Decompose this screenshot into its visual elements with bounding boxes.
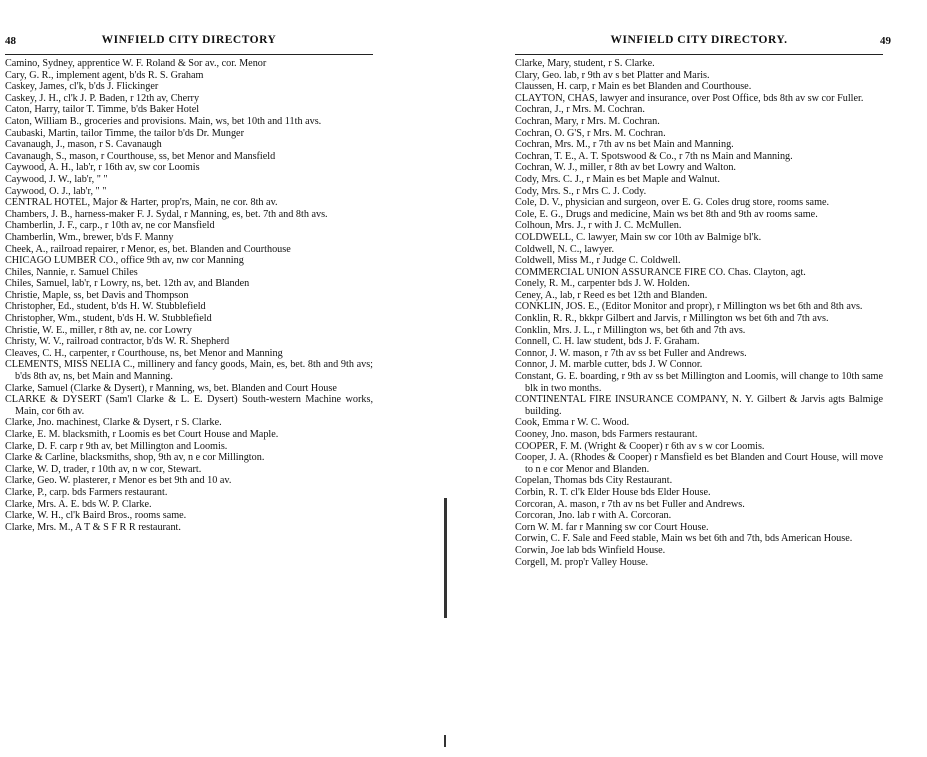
right-header-rule [515,54,883,55]
directory-entry: Ceney, A., lab, r Reed es bet 12th and Blanden. [515,289,708,301]
directory-entry: Caskey, J. H., cl'k J. P. Baden, r 12th av, Cherry [5,92,200,104]
directory-entry: Coldwell, Miss M., r Judge C. Coldwell. [515,255,681,267]
left-entry-list [5,58,373,533]
directory-entry: Colhoun, Mrs. J., r with J. C. McMullen. [515,220,682,232]
directory-entry: Cooper, J. A. (Rhodes & Cooper) r Mansfield es bet Blanden and Court House, will move to n e cor Menor and Blanden. [515,452,883,475]
directory-entry: Corwin, Joe lab bds Winfield House. [515,544,666,556]
directory-entry: Cochran, Mary, r Mrs. M. Cochran. [515,115,660,127]
directory-entry: Cody, Mrs. C. J., r Main es bet Maple and Walnut. [515,173,720,185]
gutter-mark [444,498,447,618]
directory-entry: Cole, D. V., physician and surgeon, over E. G. Coles drug store, rooms same. [515,197,830,209]
directory-entry: Connor, J. W. mason, r 7th av ss bet Fuller and Andrews. [515,347,747,359]
directory-entry: Clarke, D. F. carp r 9th av, bet Millington and Loomis. [5,440,228,452]
directory-entry: Chiles, Nannie, r. Samuel Chiles [5,266,138,278]
directory-entry: Clary, Geo. lab, r 9th av s bet Platter and Maris. [515,69,710,81]
directory-entry: Connor, J. M. marble cutter, bds J. W Connor. [515,359,703,371]
directory-entry: Corbin, R. T. cl'k Elder House bds Elder House. [515,486,711,498]
left-header-rule [5,54,373,55]
directory-entry: CLAYTON, CHAS, lawyer and insurance, over Post Office, bds 8th av sw cor Fuller. [515,92,864,104]
directory-entry: Christie, W. E., miller, r 8th av, ne. cor Lowry [5,324,192,336]
directory-entry: Caskey, James, cl'k, b'ds J. Flickinger [5,81,159,93]
directory-entry: Chiles, Samuel, lab'r, r Lowry, ns, bet. 12th av, and Blanden [5,278,250,290]
directory-entry: Claussen, H. carp, r Main es bet Blanden and Courthouse. [515,81,752,93]
directory-entry: Cook, Emma r W. C. Wood. [515,417,630,429]
directory-entry: Copelan, Thomas bds City Restaurant. [515,475,673,487]
directory-entry: Clarke, W. D, trader, r 10th av, n w cor, Stewart. [5,463,202,475]
directory-entry: Cavanaugh, S., mason, r Courthouse, ss, bet Menor and Mansfield [5,150,276,162]
right-page-header [515,30,891,52]
directory-entry: Corwin, C. F. Sale and Feed stable, Main ws bet 6th and 7th, bds American House. [515,533,853,545]
directory-entry: Clarke & Carline, blacksmiths, shop, 9th av, n e cor Millington. [5,452,265,464]
directory-entry: Clarke, Jno. machinest, Clarke & Dysert, r S. Clarke. [5,417,222,429]
left-running-head: WINFIELD CITY DIRECTORY [101,34,277,46]
gutter-mark-small [444,735,446,747]
left-page [5,30,373,533]
directory-entry: Clarke, E. M. blacksmith, r Loomis es bet Court House and Maple. [5,429,279,440]
directory-entry: Camino, Sydney, apprentice W. F. Roland & Sor av., cor. Menor [5,58,267,69]
directory-entry: CENTRAL HOTEL, Major & Harter, prop'rs, Main, ne cor. 8th av. [5,197,278,209]
directory-entry: CLEMENTS, MISS NELIA C., millinery and fancy goods, Main, es, bet. 8th and 9th avs; b'ds 8th av, ns, bet Main and Manning. [5,359,373,383]
directory-entry: Conklin, Mrs. J. L., r Millington ws, bet 6th and 7th avs. [515,324,746,336]
directory-entry: Cary, G. R., implement agent, b'ds R. S. Graham [5,69,204,81]
directory-entry: Cochran, W. J., miller, r 8th av bet Lowry and Walton. [515,162,736,174]
directory-entry: Caton, Harry, tailor T. Timme, b'ds Baker Hotel [5,104,200,116]
left-page-header [5,30,373,52]
directory-entry: Cochran, Mrs. M., r 7th av ns bet Main and Manning. [515,139,734,151]
directory-entry: COOPER, F. M. (Wright & Cooper) r 6th av s w cor Loomis. [515,440,765,452]
directory-entry: Clarke, W. H., cl'k Baird Bros., rooms same. [5,510,187,522]
directory-entry: Constant, G. E. boarding, r 9th av ss bet Millington and Loomis, will change to 10th same blk in two months. [515,371,883,394]
directory-entry: Cheek, A., railroad repairer, r Menor, es, bet. Blanden and Courthouse [5,243,291,255]
directory-entry: Caywood, J. W., lab'r, " " [5,173,108,185]
directory-entry: Conklin, R. R., bkkpr Gilbert and Jarvis, r Millington ws bet 6th and 7th avs. [515,313,829,325]
directory-entry: Cavanaugh, J., mason, r S. Cavanaugh [5,139,162,151]
right-page-number: 49 [880,35,891,47]
directory-entry: Corgell, M. prop'r Valley House. [515,556,649,568]
right-running-head: WINFIELD CITY DIRECTORY. [610,34,788,46]
directory-entry: Clarke, Mary, student, r S. Clarke. [515,58,655,69]
right-page [515,30,891,568]
directory-entry: Christy, W. V., railroad contractor, b'ds W. R. Shepherd [5,336,230,348]
directory-entry: Coldwell, N. C., lawyer. [515,243,615,255]
directory-entry: Cochran, T. E., A. T. Spotswood & Co., r 7th ns Main and Manning. [515,150,793,162]
directory-entry: COMMERCIAL UNION ASSURANCE FIRE CO. Chas. Clayton, agt. [515,266,806,278]
directory-entry: Caton, William B., groceries and provisions. Main, ws, bet 10th and 11th avs. [5,115,322,127]
directory-entry: Caywood, A. H., lab'r, r 16th av, sw cor Loomis [5,162,200,174]
directory-entry: Christopher, Ed., student, b'ds H. W. Stubblefield [5,301,206,313]
directory-entry: CLARKE & DYSERT (Sam'l Clarke & L. E. Dysert) South-western Machine works, Main, cor 6th av. [5,394,373,417]
directory-entry: Clarke, Mrs. M., A T & S F R R restaurant. [5,521,181,533]
left-page-number: 48 [5,35,16,47]
directory-entry: Cleaves, C. H., carpenter, r Courthouse, ns, bet Menor and Manning [5,347,283,359]
directory-entry: Cody, Mrs. S., r Mrs C. J. Cody. [515,185,647,197]
directory-entry: Connell, C. H. law student, bds J. F. Graham. [515,336,700,348]
directory-entry: Christie, Maple, ss, bet Davis and Thompson [5,289,189,301]
directory-entry: Corcoran, Jno. lab r with A. Corcoran. [515,510,672,522]
directory-entry: COLDWELL, C. lawyer, Main sw cor 10th av Balmige bl'k. [515,231,762,243]
directory-entry: Cochran, J., r Mrs. M. Cochran. [515,104,645,116]
directory-entry: Chambers, J. B., harness-maker F. J. Sydal, r Manning, es, bet. 7th and 8th avs. [5,208,328,220]
directory-entry: Cooney, Jno. mason, bds Farmers restaurant. [515,429,698,440]
directory-entry: Corcoran, A. mason, r 7th av ns bet Fuller and Andrews. [515,498,745,510]
directory-entry: Chamberlin, Wm., brewer, b'ds F. Manny [5,231,174,243]
right-entry-list [515,58,883,568]
directory-entry: Cole, E. G., Drugs and medicine, Main ws bet 8th and 9th av rooms same. [515,208,818,220]
directory-entry: Christopher, Wm., student, b'ds H. W. Stubblefield [5,313,212,325]
directory-entry: Clarke, Mrs. A. E. bds W. P. Clarke. [5,498,152,510]
directory-entry: Clarke, Samuel (Clarke & Dysert), r Manning, ws, bet. Blanden and Court House [5,382,337,394]
directory-entry: Conely, R. M., carpenter bds J. W. Holden. [515,278,690,290]
directory-entry: Cochran, O. G'S, r Mrs. M. Cochran. [515,127,666,139]
directory-entry: Clarke, P., carp. bds Farmers restaurant. [5,486,168,498]
directory-entry: Chamberlin, J. F., carp., r 10th av, ne cor Mansfield [5,220,215,232]
directory-entry: Corn W. M. far r Manning sw cor Court House. [515,521,709,533]
directory-entry: Caywood, O. J., lab'r, " " [5,185,107,197]
directory-entry: Caubaski, Martin, tailor Timme, the tailor b'ds Dr. Munger [5,127,244,139]
directory-entry: CHICAGO LUMBER CO., office 9th av, nw cor Manning [5,255,244,267]
directory-entry: CONKLIN, JOS. E., (Editor Monitor and propr), r Millington ws bet 6th and 8th avs. [515,301,863,313]
directory-entry: CONTINENTAL FIRE INSURANCE COMPANY, N. Y. Gilbert & Jarvis agts Balmige building. [515,394,883,417]
directory-entry: Clarke, Geo. W. plasterer, r Menor es bet 9th and 10 av. [5,475,232,487]
